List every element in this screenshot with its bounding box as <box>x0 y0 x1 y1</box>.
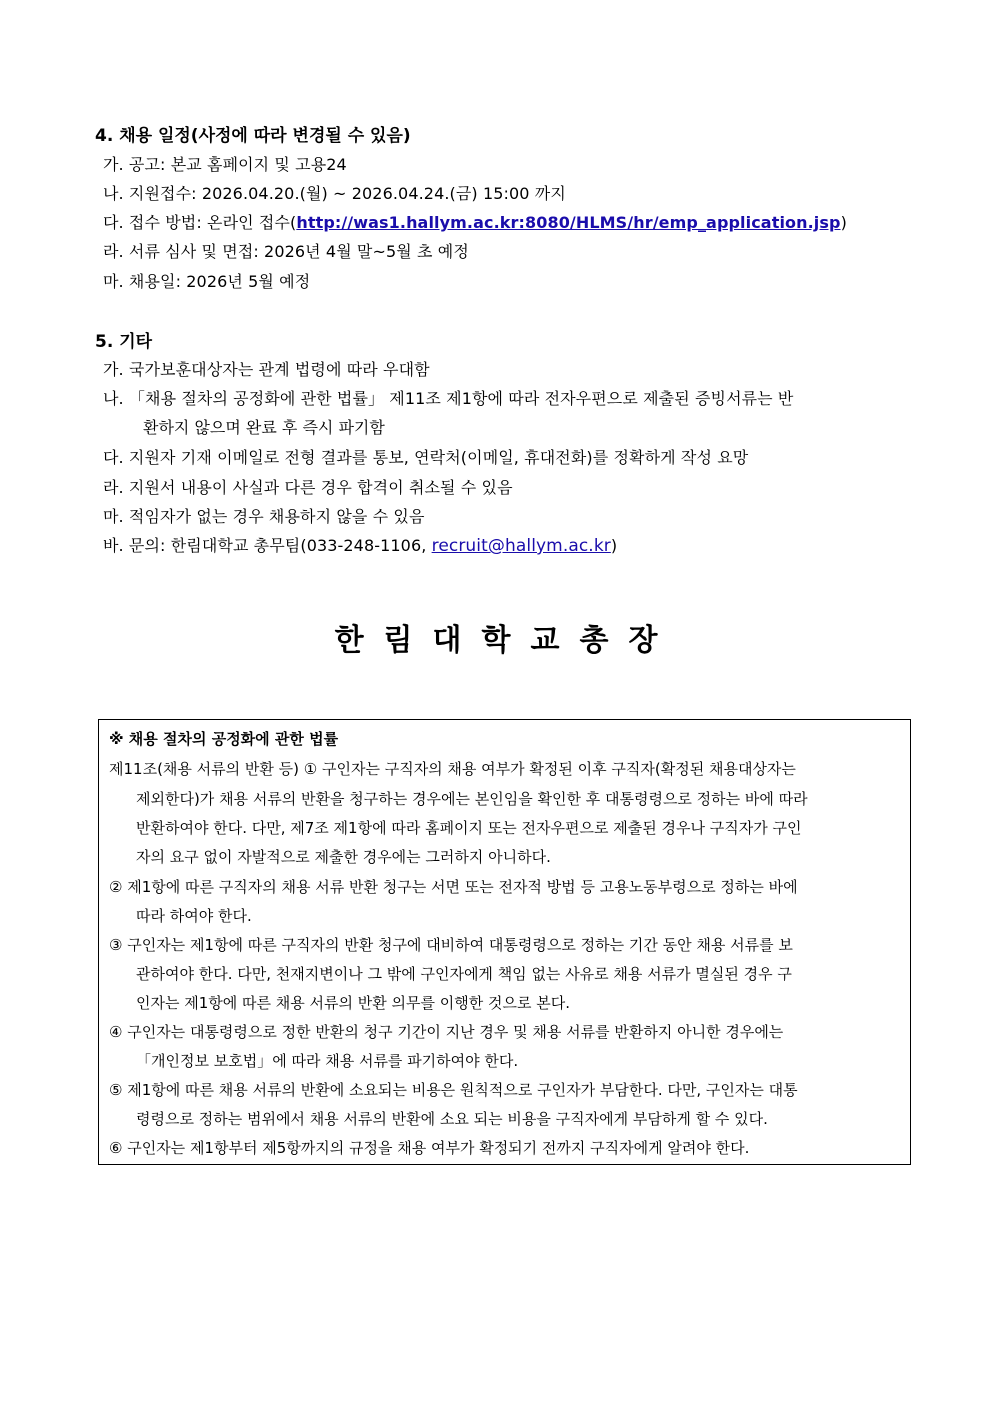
law-box-title: ※ 채용 절차의 공정화에 관한 법률 <box>109 730 339 748</box>
law-p3-line3: 인자는 제1항에 따른 채용 서류의 반환 의무를 이행한 것으로 본다. <box>136 994 570 1012</box>
law-p6-line1: ⑥ 구인자는 제1항부터 제5항까지의 규정을 채용 여부가 확정되기 전까지 구직자에게 알려야 한다. <box>109 1139 750 1157</box>
law-p1-line3: 반환하여야 한다. 다만, 제7조 제1항에 따라 홈페이지 또는 전자우편으로 제출된 경우나 구직자가 구인 <box>136 819 802 837</box>
section-5-item-na-line1: 나. 「채용 절차의 공정화에 관한 법률」 제11조 제1항에 따라 전자우편으로 제출된 증빙서류는 반 <box>103 389 794 408</box>
law-p5-line2: 령령으로 정하는 범위에서 채용 서류의 반환에 소요 되는 비용을 구직자에게 부담하게 할 수 있다. <box>136 1110 768 1128</box>
law-p5-line1: ⑤ 제1항에 따른 채용 서류의 반환에 소요되는 비용은 원칙적으로 구인자가 부담한다. 다만, 구인자는 대통 <box>109 1081 798 1099</box>
law-p1-line1: 제11조(채용 서류의 반환 등) ① 구인자는 구직자의 채용 여부가 확정된 이후 구직자(확정된 채용대상자는 <box>109 760 796 778</box>
law-p2-line2: 따라 하여야 한다. <box>136 907 252 925</box>
item-da-suffix: ) <box>840 213 847 232</box>
law-box <box>98 719 911 1165</box>
section-4-item-ma: 마. 채용일: 2026년 5월 예정 <box>103 272 311 291</box>
law-p3-line2: 관하여야 한다. 다만, 천재지변이나 그 밖에 구인자에게 책임 없는 사유로 채용 서류가 멸실된 경우 구 <box>136 965 792 983</box>
application-link[interactable]: http://was1.hallym.ac.kr:8080/HLMS/hr/emp_application.jsp <box>296 213 841 232</box>
law-p2-line1: ② 제1항에 따른 구직자의 채용 서류 반환 청구는 서면 또는 전자적 방법 등 고용노동부령으로 정하는 바에 <box>109 878 798 896</box>
law-p1-line2: 제외한다)가 채용 서류의 반환을 청구하는 경우에는 본인임을 확인한 후 대통령령으로 정하는 바에 따라 <box>136 790 808 808</box>
section-5-item-na-line2: 환하지 않으며 완료 후 즉시 파기함 <box>143 418 385 437</box>
contact-email-link[interactable]: recruit@hallym.ac.kr <box>431 536 611 556</box>
section-4-item-na: 나. 지원접수: 2026.04.20.(월) ~ 2026.04.24.(금) 15:00 까지 <box>103 184 566 203</box>
section-5-item-ma: 마. 적임자가 없는 경우 채용하지 않을 수 있음 <box>103 507 425 526</box>
law-p1-line4: 자의 요구 없이 자발적으로 제출한 경우에는 그러하지 아니하다. <box>136 848 551 866</box>
section-5-item-ra: 라. 지원서 내용이 사실과 다른 경우 합격이 취소될 수 있음 <box>103 478 513 497</box>
section-4-item-da <box>103 210 847 233</box>
law-p4-line1: ④ 구인자는 대통령령으로 정한 반환의 청구 기간이 지난 경우 및 채용 서류를 반환하지 아니한 경우에는 <box>109 1023 784 1041</box>
section-4-item-ga: 가. 공고: 본교 홈페이지 및 고용24 <box>103 155 347 174</box>
section-5-item-ba <box>103 533 617 556</box>
section-5-item-ga: 가. 국가보훈대상자는 관계 법령에 따라 우대함 <box>103 360 430 379</box>
item-da-prefix: 다. 접수 방법: 온라인 접수( <box>103 213 297 232</box>
section-5-title: 5. 기타 <box>95 332 153 352</box>
item-ba-suffix: ) <box>610 536 618 555</box>
item-ba-prefix: 바. 문의: 한림대학교 총무팀(033-248-1106, <box>103 536 432 555</box>
section-5-item-da: 다. 지원자 기재 이메일로 전형 결과를 통보, 연락처(이메일, 휴대전화)를 정확하게 작성 요망 <box>103 448 749 467</box>
section-4-title: 4. 채용 일정(사정에 따라 변경될 수 있음) <box>95 126 411 146</box>
president-signature: 한림대학교총장 <box>334 623 678 658</box>
law-p4-line2: 「개인정보 보호법」에 따라 채용 서류를 파기하여야 한다. <box>136 1052 519 1070</box>
law-p3-line1: ③ 구인자는 제1항에 따른 구직자의 반환 청구에 대비하여 대통령령으로 정하는 기간 동안 채용 서류를 보 <box>109 936 793 954</box>
section-4-item-ra: 라. 서류 심사 및 면접: 2026년 4월 말~5월 초 예정 <box>103 242 469 261</box>
